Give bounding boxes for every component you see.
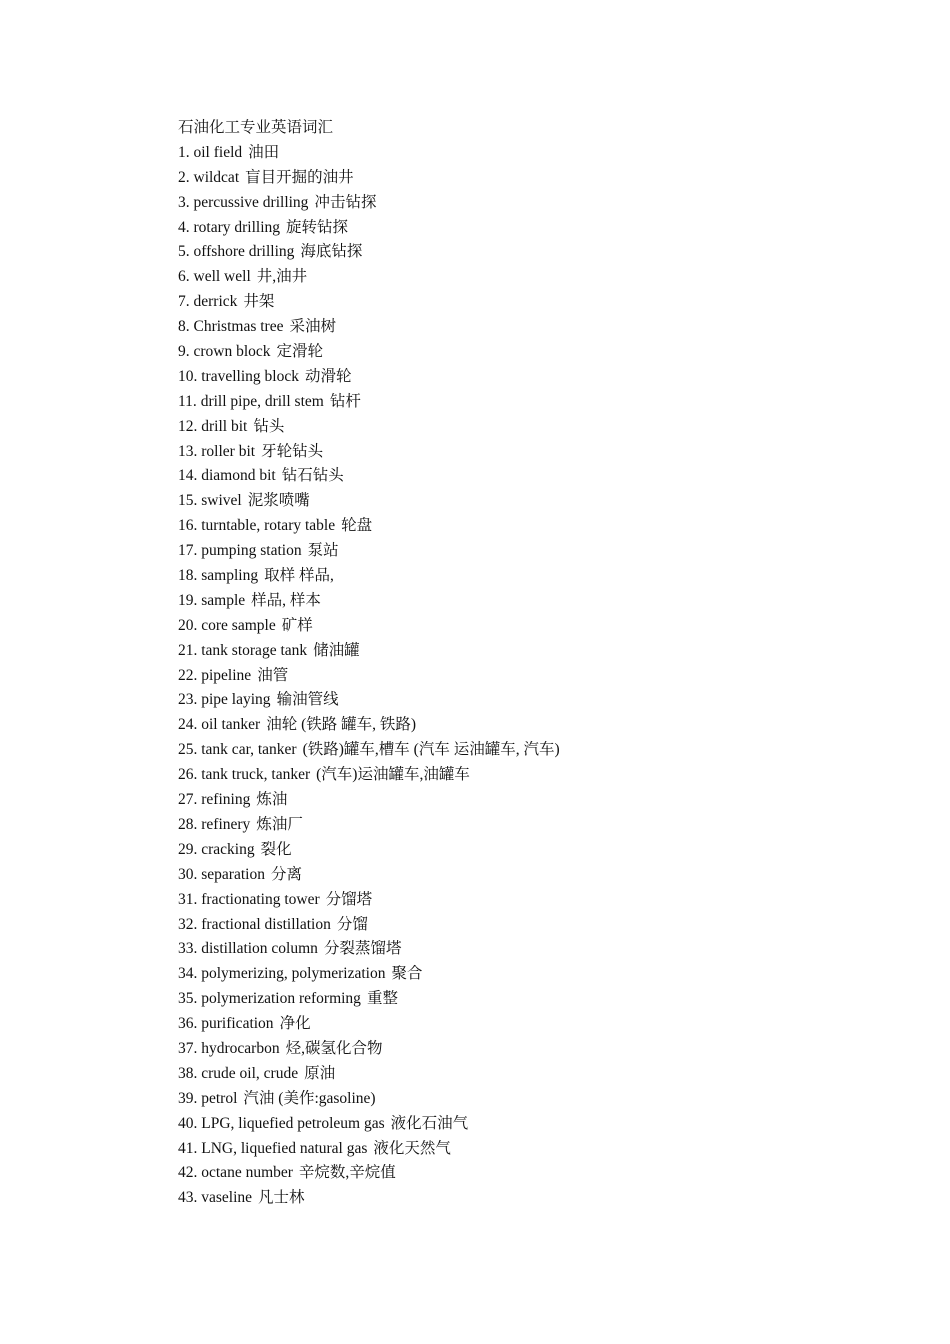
entry-english: drill bit bbox=[201, 417, 248, 435]
list-item bbox=[178, 1062, 878, 1087]
list-item bbox=[178, 738, 878, 763]
entry-chinese: 井,油井 bbox=[256, 268, 308, 286]
list-item bbox=[178, 290, 878, 315]
entry-number: 34. bbox=[178, 965, 198, 983]
entry-number: 15. bbox=[178, 492, 198, 510]
list-item bbox=[178, 1186, 878, 1211]
list-item bbox=[178, 1012, 878, 1037]
list-item bbox=[178, 1137, 878, 1162]
list-item bbox=[178, 216, 878, 241]
entry-chinese: 油轮 (铁路 罐车, 铁路) bbox=[266, 716, 417, 734]
list-item bbox=[178, 1087, 878, 1112]
list-item bbox=[178, 888, 878, 913]
list-item bbox=[178, 937, 878, 962]
entry-number: 16. bbox=[178, 517, 198, 535]
list-item bbox=[178, 962, 878, 987]
entry-number: 4. bbox=[178, 218, 190, 236]
list-item bbox=[178, 166, 878, 191]
entry-chinese: 动滑轮 bbox=[304, 367, 352, 385]
entry-chinese: 炼油厂 bbox=[256, 815, 303, 833]
entry-english: refinery bbox=[201, 815, 251, 833]
list-item bbox=[178, 788, 878, 813]
entry-number: 28. bbox=[178, 815, 198, 833]
entry-number: 21. bbox=[178, 641, 198, 659]
entry-english: tank car, tanker bbox=[201, 741, 297, 759]
entry-number: 5. bbox=[178, 243, 190, 261]
list-item bbox=[178, 415, 878, 440]
list-item bbox=[178, 141, 878, 166]
entry-chinese: 泵站 bbox=[307, 542, 339, 560]
entry-chinese: 凡士林 bbox=[258, 1189, 305, 1207]
entry-english: fractional distillation bbox=[201, 915, 331, 933]
entry-chinese: 分离 bbox=[270, 865, 302, 883]
list-item bbox=[178, 813, 878, 838]
entry-number: 23. bbox=[178, 691, 198, 709]
entry-chinese: 分馏 bbox=[336, 915, 368, 933]
list-item bbox=[178, 514, 878, 539]
entry-chinese: 钻石钻头 bbox=[281, 467, 344, 485]
entry-english: pipe laying bbox=[201, 691, 271, 709]
entry-english: tank storage tank bbox=[201, 641, 308, 659]
document-content bbox=[178, 116, 878, 1211]
entry-english: pumping station bbox=[201, 542, 302, 560]
entry-chinese: 轮盘 bbox=[341, 517, 373, 535]
entry-chinese: 分馏塔 bbox=[325, 890, 373, 908]
entry-english: sampling bbox=[201, 567, 259, 585]
list-item bbox=[178, 265, 878, 290]
entry-english: purification bbox=[201, 1015, 274, 1033]
list-item bbox=[178, 713, 878, 738]
entry-number: 35. bbox=[178, 990, 198, 1008]
list-item bbox=[178, 315, 878, 340]
entry-english: rotary drilling bbox=[193, 218, 281, 236]
list-item bbox=[178, 614, 878, 639]
entry-chinese: 输油管线 bbox=[276, 691, 339, 709]
entry-number: 42. bbox=[178, 1164, 198, 1182]
list-item bbox=[178, 838, 878, 863]
entry-english: tank truck, tanker bbox=[201, 766, 311, 784]
entry-number: 12. bbox=[178, 417, 198, 435]
entry-chinese: 矿样 bbox=[281, 616, 313, 634]
entry-number: 6. bbox=[178, 268, 190, 286]
list-item bbox=[178, 664, 878, 689]
list-item bbox=[178, 539, 878, 564]
entry-number: 24. bbox=[178, 716, 198, 734]
entry-chinese: 液化石油气 bbox=[390, 1114, 469, 1132]
entry-number: 18. bbox=[178, 567, 198, 585]
list-item bbox=[178, 440, 878, 465]
entry-chinese: 钻杆 bbox=[329, 392, 361, 410]
entry-number: 25. bbox=[178, 741, 198, 759]
entry-chinese: (铁路)罐车,槽车 (汽车 运油罐车, 汽车) bbox=[302, 741, 560, 759]
entry-number: 7. bbox=[178, 293, 190, 311]
list-item bbox=[178, 390, 878, 415]
entry-english: polymerization reforming bbox=[201, 990, 361, 1008]
entry-english: octane number bbox=[201, 1164, 293, 1182]
entry-number: 38. bbox=[178, 1064, 198, 1082]
entry-english: separation bbox=[201, 865, 265, 883]
list-item bbox=[178, 365, 878, 390]
entry-number: 26. bbox=[178, 766, 198, 784]
entry-chinese: 样品, 样本 bbox=[251, 591, 321, 609]
entry-chinese: 采油树 bbox=[289, 318, 336, 336]
entry-number: 9. bbox=[178, 343, 190, 361]
entry-number: 11. bbox=[178, 392, 197, 410]
entry-chinese: 烃,碳氢化合物 bbox=[285, 1039, 383, 1057]
entry-chinese: 裂化 bbox=[260, 840, 292, 858]
entry-number: 31. bbox=[178, 890, 198, 908]
entry-chinese: 汽油 (美作:gasoline) bbox=[243, 1089, 376, 1107]
entry-english: LNG, liquefied natural gas bbox=[201, 1139, 368, 1157]
entry-english: travelling block bbox=[201, 367, 299, 385]
entry-number: 43. bbox=[178, 1189, 198, 1207]
entry-english: vaseline bbox=[201, 1189, 253, 1207]
entry-number: 2. bbox=[178, 168, 190, 186]
entry-english: pipeline bbox=[201, 666, 252, 684]
list-item bbox=[178, 191, 878, 216]
list-item bbox=[178, 1037, 878, 1062]
list-item bbox=[178, 489, 878, 514]
entry-chinese: 净化 bbox=[279, 1015, 311, 1033]
entry-number: 14. bbox=[178, 467, 198, 485]
entry-english: refining bbox=[201, 791, 251, 809]
entry-english: crown block bbox=[193, 343, 271, 361]
entry-english: drill pipe, drill stem bbox=[200, 392, 324, 410]
entry-english: fractionating tower bbox=[201, 890, 320, 908]
entry-number: 30. bbox=[178, 865, 198, 883]
entry-english: well well bbox=[193, 268, 251, 286]
entry-number: 13. bbox=[178, 442, 198, 460]
entry-chinese: 液化天然气 bbox=[373, 1139, 451, 1157]
entry-chinese: 泥浆喷嘴 bbox=[247, 492, 310, 510]
list-item bbox=[178, 639, 878, 664]
entry-chinese: 取样 样品, bbox=[264, 567, 334, 585]
document-title: 石油化工专业英语词汇 bbox=[178, 119, 334, 136]
entry-chinese: 重整 bbox=[366, 990, 398, 1008]
entry-number: 22. bbox=[178, 666, 198, 684]
list-item bbox=[178, 1161, 878, 1186]
entry-number: 40. bbox=[178, 1114, 198, 1132]
list-item bbox=[178, 464, 878, 489]
entry-chinese: 油管 bbox=[257, 666, 289, 684]
entry-english: distillation column bbox=[201, 940, 318, 958]
entry-english: wildcat bbox=[193, 168, 240, 186]
entry-english: LPG, liquefied petroleum gas bbox=[201, 1114, 385, 1132]
entry-list bbox=[178, 141, 878, 1211]
entry-number: 10. bbox=[178, 367, 198, 385]
entry-chinese: 油田 bbox=[248, 143, 280, 161]
list-item bbox=[178, 913, 878, 938]
entry-english: sample bbox=[201, 591, 246, 609]
entry-english: cracking bbox=[201, 840, 255, 858]
entry-number: 27. bbox=[178, 791, 198, 809]
entry-english: turntable, rotary table bbox=[201, 517, 336, 535]
entry-english: Christmas tree bbox=[193, 318, 284, 336]
entry-chinese: 海底钻探 bbox=[300, 243, 363, 261]
entry-chinese: 盲目开掘的油井 bbox=[245, 168, 354, 186]
entry-number: 8. bbox=[178, 318, 190, 336]
entry-english: oil tanker bbox=[201, 716, 261, 734]
entry-chinese: 定滑轮 bbox=[276, 343, 324, 361]
entry-english: polymerizing, polymerization bbox=[201, 965, 386, 983]
entry-chinese: 井架 bbox=[243, 293, 275, 311]
entry-chinese: 炼油 bbox=[256, 791, 288, 809]
entry-number: 32. bbox=[178, 915, 198, 933]
entry-number: 29. bbox=[178, 840, 198, 858]
entry-english: offshore drilling bbox=[193, 243, 295, 261]
entry-number: 1. bbox=[178, 143, 190, 161]
entry-english: diamond bit bbox=[201, 467, 276, 485]
entry-number: 33. bbox=[178, 940, 198, 958]
entry-chinese: 聚合 bbox=[391, 965, 423, 983]
entry-number: 19. bbox=[178, 591, 198, 609]
entry-english: core sample bbox=[201, 616, 276, 634]
list-item bbox=[178, 987, 878, 1012]
entry-english: oil field bbox=[193, 143, 243, 161]
entry-english: hydrocarbon bbox=[201, 1039, 280, 1057]
entry-chinese: 冲击钻探 bbox=[314, 193, 377, 211]
list-item bbox=[178, 863, 878, 888]
entry-english: swivel bbox=[201, 492, 242, 510]
entry-number: 3. bbox=[178, 193, 190, 211]
list-item bbox=[178, 763, 878, 788]
entry-number: 39. bbox=[178, 1089, 198, 1107]
entry-chinese: 原油 bbox=[304, 1064, 336, 1082]
entry-number: 20. bbox=[178, 616, 198, 634]
entry-english: petrol bbox=[201, 1089, 238, 1107]
entry-number: 36. bbox=[178, 1015, 198, 1033]
entry-english: derrick bbox=[193, 293, 238, 311]
entry-number: 37. bbox=[178, 1039, 198, 1057]
entry-number: 41. bbox=[178, 1139, 198, 1157]
entry-chinese: 旋转钻探 bbox=[286, 218, 349, 236]
entry-english: percussive drilling bbox=[193, 193, 309, 211]
entry-chinese: 钻头 bbox=[253, 417, 285, 435]
entry-number: 17. bbox=[178, 542, 198, 560]
entry-chinese: 储油罐 bbox=[313, 641, 360, 659]
list-item bbox=[178, 1112, 878, 1137]
entry-english: crude oil, crude bbox=[201, 1064, 299, 1082]
list-item bbox=[178, 589, 878, 614]
list-item bbox=[178, 240, 878, 265]
entry-chinese: 辛烷数,辛烷值 bbox=[298, 1164, 396, 1182]
entry-english: roller bit bbox=[201, 442, 256, 460]
list-item bbox=[178, 564, 878, 589]
entry-chinese: 分裂蒸馏塔 bbox=[323, 940, 402, 958]
entry-chinese: 牙轮钻头 bbox=[261, 442, 324, 460]
list-item bbox=[178, 688, 878, 713]
list-item bbox=[178, 340, 878, 365]
entry-chinese: (汽车)运油罐车,油罐车 bbox=[316, 766, 470, 784]
